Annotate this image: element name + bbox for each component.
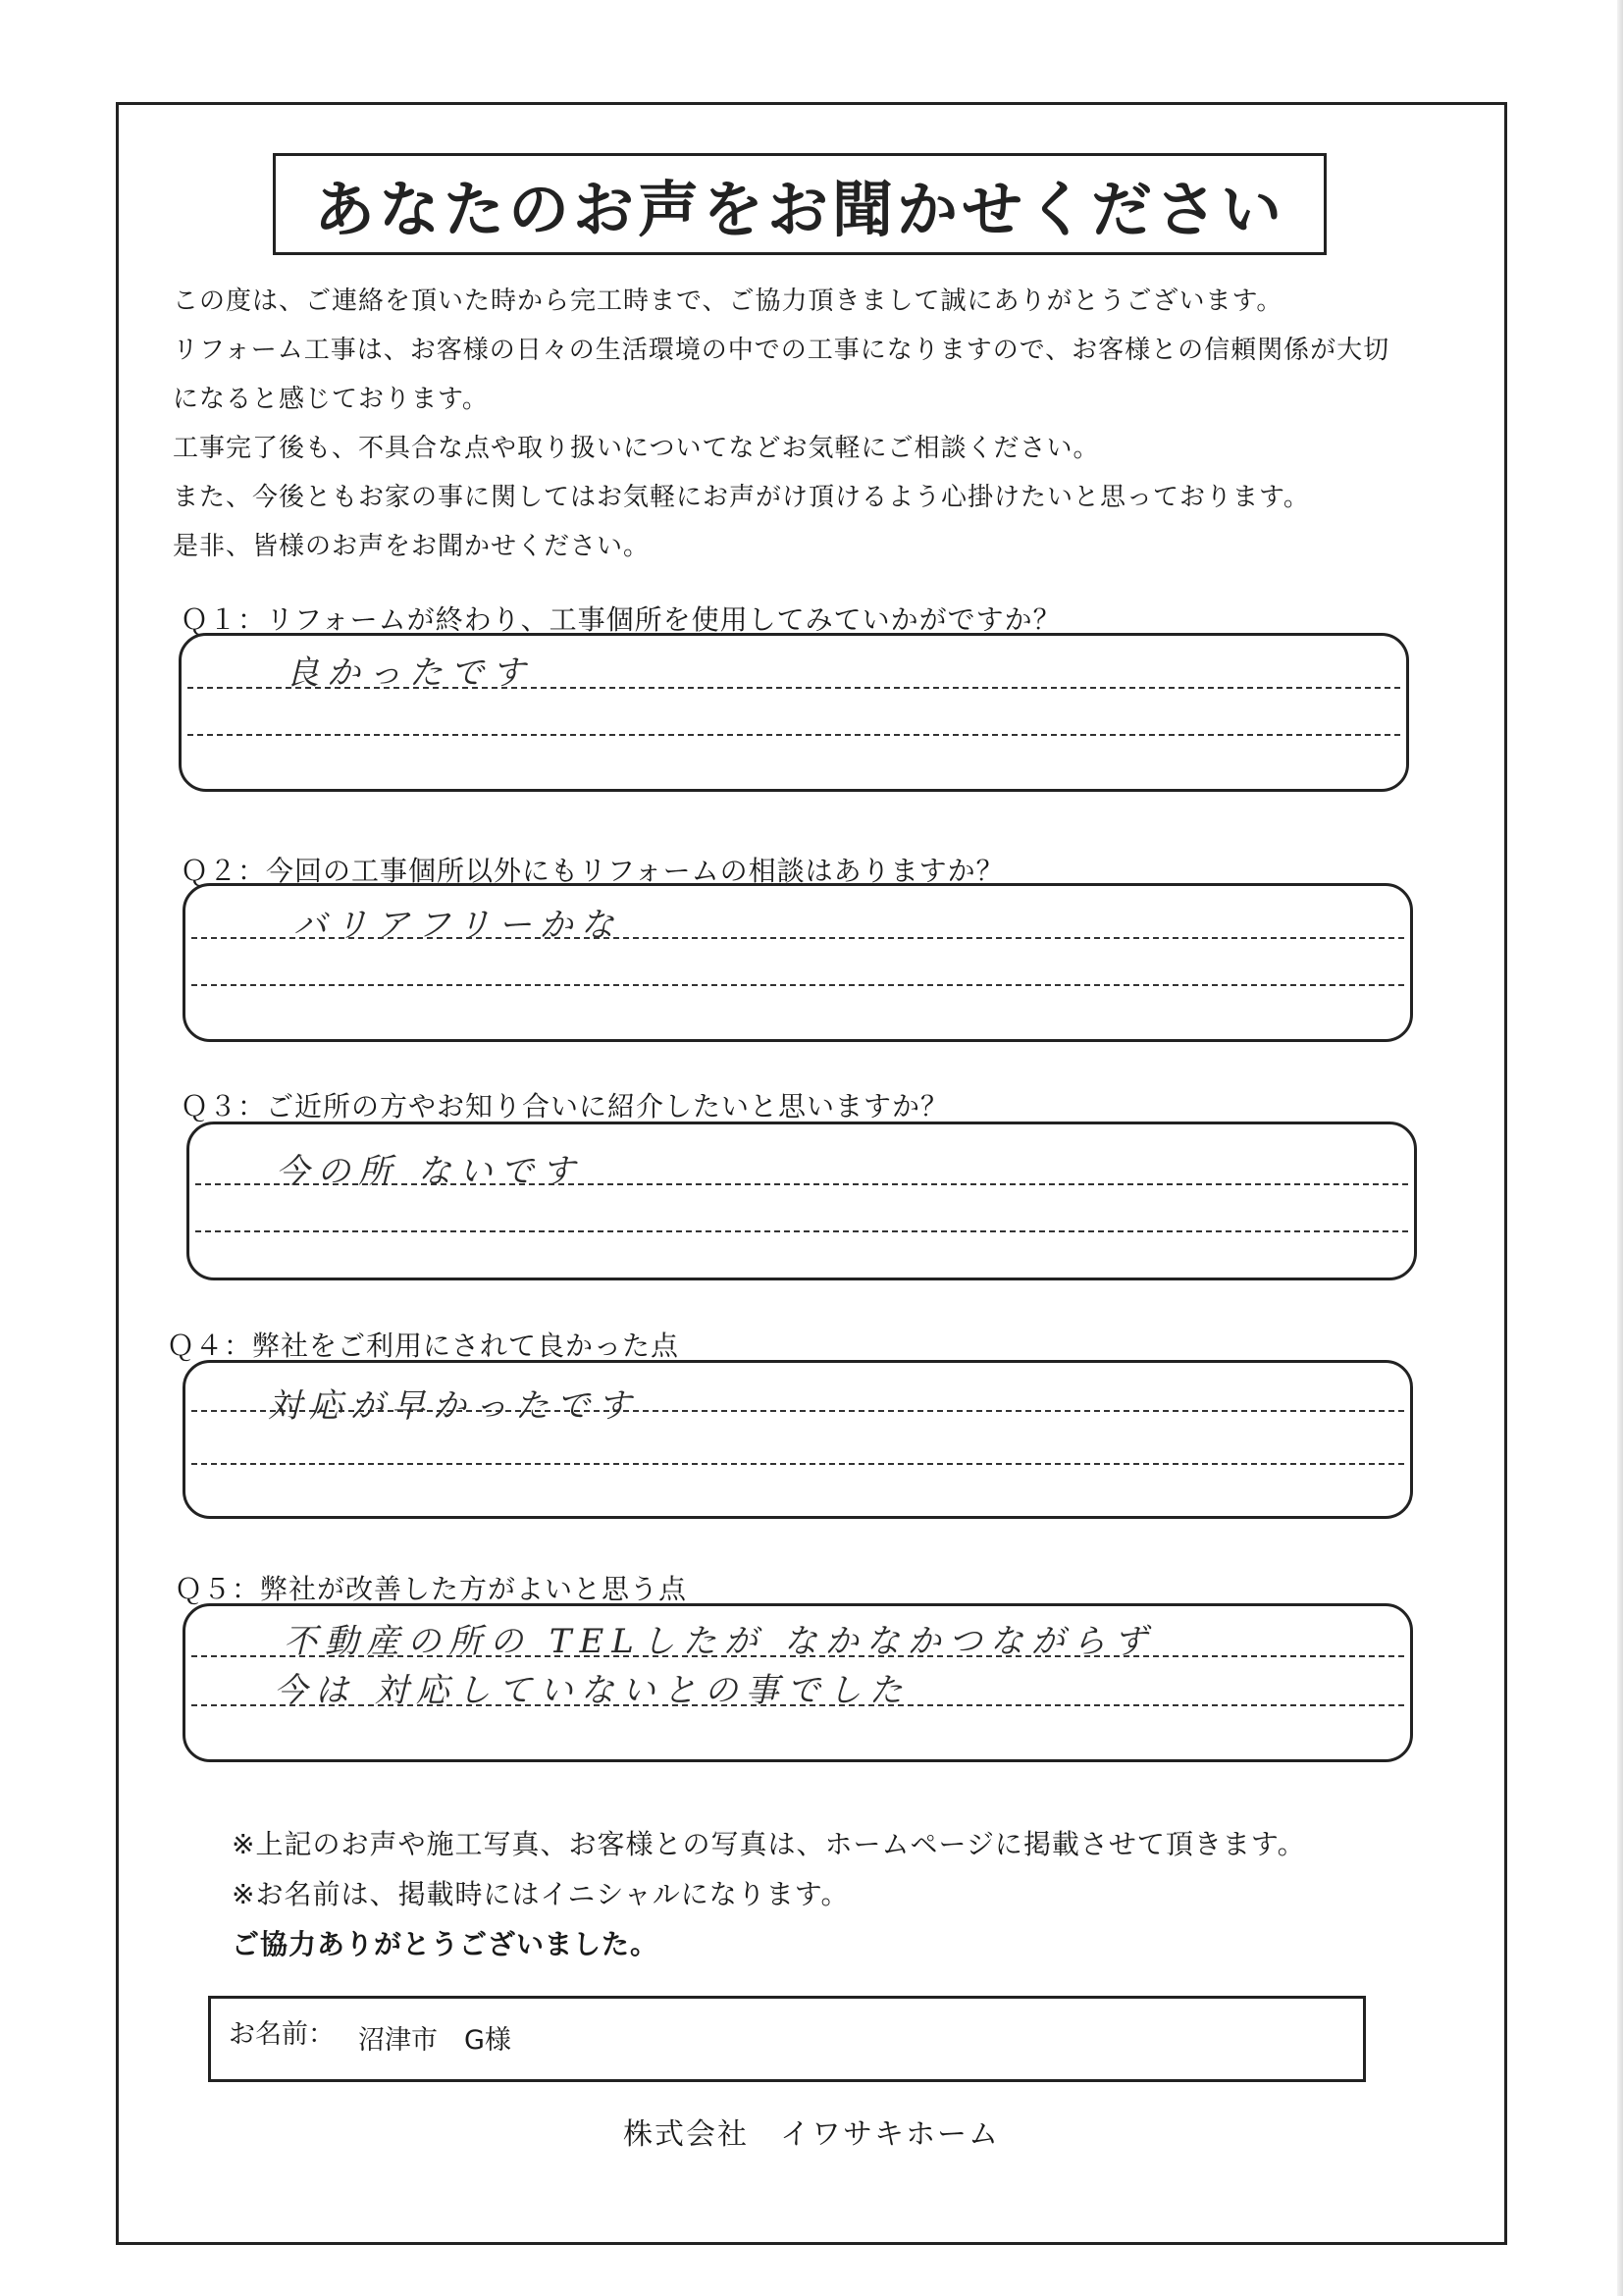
intro-line: この度は、ご連絡を頂いた時から完工時まで、ご協力頂きまして誠にありがとうございます。	[173, 287, 1283, 316]
page-title: あなたのお声をお聞かせください	[273, 153, 1327, 255]
name-label: お名前：	[229, 2019, 335, 2050]
answer-line	[195, 1230, 1408, 1232]
answer-1-box[interactable]	[179, 633, 1409, 792]
answer-2-text: バリアフリーかな	[293, 906, 622, 945]
thanks-line: ご協力ありがとうございました。	[232, 1928, 659, 1960]
note-line: ※お名前は、掲載時にはイニシャルになります。	[232, 1878, 850, 1910]
company-name: 株式会社 イワサキホーム	[623, 2117, 1000, 2152]
answer-2-box[interactable]	[183, 883, 1413, 1042]
scan-edge	[1617, 0, 1623, 2296]
answer-line	[191, 984, 1404, 986]
question-4-label: Ｑ４：弊社をご利用にされて良かった点	[167, 1330, 680, 1362]
answer-5-text-line-1: 不動産の所の TELしたが なかなかつながらず	[284, 1622, 1155, 1661]
name-value: 沼津市 G様	[358, 2025, 511, 2056]
answer-5-text-line-2: 今は 対応していないとの事でした	[274, 1671, 911, 1710]
notes	[232, 1819, 1306, 1969]
intro-line: になると感じております。	[173, 385, 489, 414]
note-line: ※上記のお声や施工写真、お客様との写真は、ホームページに掲載させて頂きます。	[232, 1828, 1306, 1860]
intro-line: 工事完了後も、不具合な点や取り扱いについてなどお気軽にご相談ください。	[173, 434, 1100, 463]
answer-1-text: 良かったです	[286, 653, 533, 693]
intro-text	[173, 277, 1488, 571]
answer-3-text: 今の所 ないです	[276, 1152, 583, 1191]
answer-line	[187, 734, 1400, 736]
question-2-label: Ｑ２：今回の工事個所以外にもリフォームの相談はありますか？	[181, 855, 1005, 887]
answer-line	[191, 1463, 1404, 1465]
question-1-label: Ｑ１：リフォームが終わり、工事個所を使用してみていかがですか？	[181, 603, 1062, 636]
answer-5-box[interactable]	[183, 1603, 1413, 1762]
name-field[interactable]	[208, 1996, 1366, 2082]
answer-4-box[interactable]	[183, 1360, 1413, 1519]
answer-3-box[interactable]	[186, 1122, 1417, 1280]
intro-line: 是非、皆様のお声をお聞かせください。	[173, 532, 651, 561]
question-3-label: Ｑ３：ご近所の方やお知り合いに紹介したいと思いますか？	[181, 1090, 950, 1122]
question-5-label: Ｑ５：弊社が改善した方がよいと思う点	[175, 1573, 688, 1605]
intro-line: リフォーム工事は、お客様の日々の生活環境の中での工事になりますので、お客様との信頼関係が大切	[173, 336, 1390, 365]
answer-4-text: 対応が早かったです	[268, 1386, 639, 1426]
intro-line: また、今後ともお家の事に関してはお気軽にお声がけ頂けるよう心掛けたいと思っております。	[173, 483, 1310, 512]
